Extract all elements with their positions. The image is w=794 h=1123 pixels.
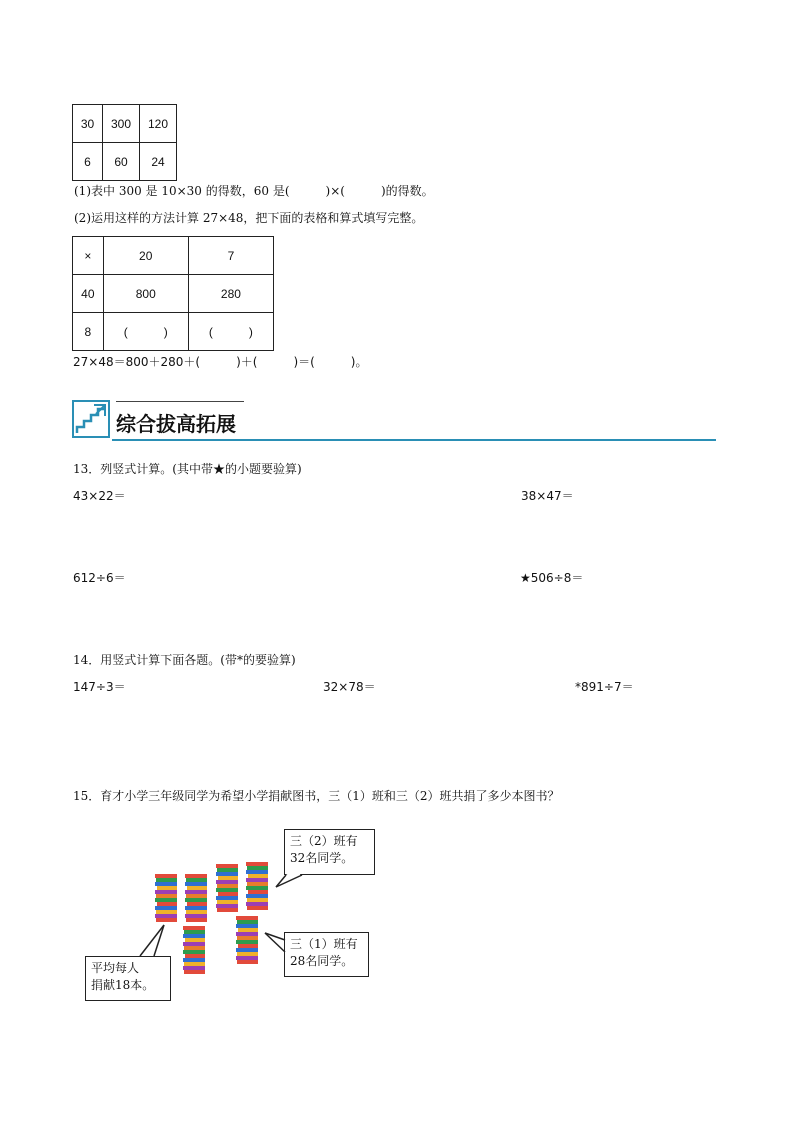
q14-item: *891÷7＝ [575,680,634,694]
callout-class1 [284,932,369,977]
table2-answer-blank[interactable]: ( ) [188,313,273,351]
callout-class2-line2: 32名同学。 [290,851,354,865]
stairs-icon [72,398,112,444]
multiplication-table-1 [72,104,177,181]
q13-item: 38×47＝ [521,489,574,503]
q12-part2: (2)运用这样的方法计算 27×48，把下面的表格和算式填写完整。 [74,211,424,225]
table1-cell: 24 [139,143,176,181]
q15-title: 15．育才小学三年级同学为希望小学捐献图书，三（1）班和三（2）班共捐了多少本图书？ [73,789,560,803]
q14-title: 14．用竖式计算下面各题。(带*的要验算) [73,653,296,667]
callout-class2-line1: 三（2）班有 [290,834,358,848]
table2-cell: 280 [188,275,273,313]
callout-average [85,956,171,1001]
callout-average-line1: 平均每人 [91,961,140,975]
callout-average-line2: 捐献18本。 [91,978,155,992]
q12-equation: 27×48＝800＋280＋( )＋( )＝( )。 [73,355,368,369]
q13-item: ★506÷8＝ [520,571,584,585]
q13-item: 43×22＝ [73,489,126,503]
q12-part1: (1)表中 300 是 10×30 的得数，60 是( )×( )的得数。 [74,184,434,198]
table2-cell: 40 [73,275,104,313]
table2-header-cell: 7 [188,237,273,275]
table1-cell: 30 [73,105,103,143]
section-title-topline [116,401,244,402]
callout-class1-pointer [262,930,292,960]
q14-item: 32×78＝ [323,680,376,694]
table1-cell: 60 [103,143,140,181]
table2-header-cell: × [73,237,104,275]
table2-cell: 8 [73,313,104,351]
callout-class2-pointer [272,863,312,893]
q13-title: 13．列竖式计算。(其中带★的小题要验算) [73,462,302,476]
table1-cell: 6 [73,143,103,181]
q13-item: 612÷6＝ [73,571,126,585]
callout-class1-line1: 三（1）班有 [290,937,358,951]
section-header [72,398,716,444]
section-title: 综合拔高拓展 [116,412,236,436]
table2-cell: 800 [103,275,188,313]
callout-class1-line2: 28名同学。 [290,954,354,968]
section-underline [112,439,716,441]
q14-item: 147÷3＝ [73,680,126,694]
table1-cell: 120 [139,105,176,143]
callout-average-pointer [130,922,170,962]
multiplication-table-2 [72,236,274,351]
table2-header-cell: 20 [103,237,188,275]
table2-answer-blank[interactable]: ( ) [103,313,188,351]
table1-cell: 300 [103,105,140,143]
